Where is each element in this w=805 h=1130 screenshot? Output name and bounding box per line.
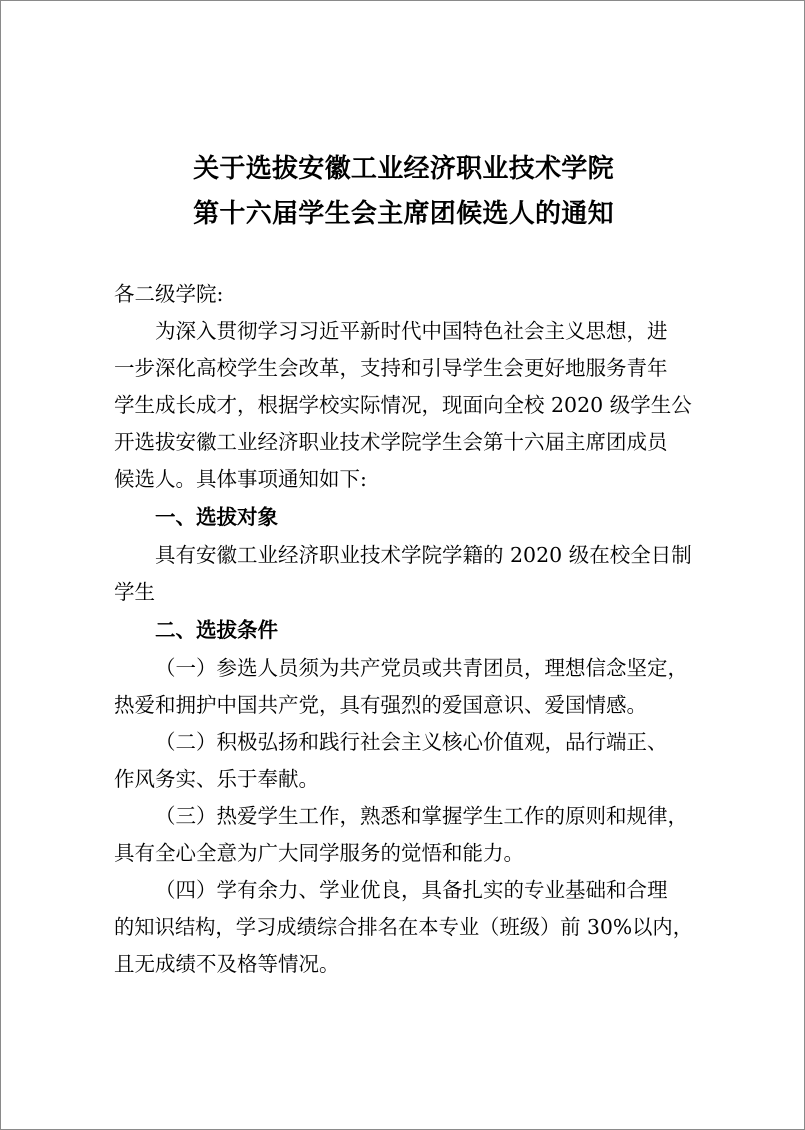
- condition-line-2: 热爱和拥护中国共产党，具有强烈的爱国意识、爱国情感。: [114, 693, 647, 717]
- condition-line-4: 作风务实、乐于奉献。: [114, 767, 319, 791]
- condition-line-3: （二）积极弘扬和践行社会主义核心价值观，品行端正、: [155, 730, 668, 754]
- document-title-line-2: 第十六届学生会主席团候选人的通知: [193, 199, 614, 229]
- intro-line-2: 一步深化高校学生会改革，支持和引导学生会更好地服务青年: [114, 356, 668, 380]
- intro-line-1: 为深入贯彻学习习近平新时代中国特色社会主义思想，进: [155, 319, 668, 343]
- condition-line-6: 具有全心全意为广大同学服务的觉悟和能力。: [114, 841, 524, 865]
- intro-line-4: 开选拔安徽工业经济职业技术学院学生会第十六届主席团成员: [114, 430, 668, 454]
- condition-line-8: 的知识结构，学习成绩综合排名在本专业（班级）前 30%以内，: [114, 915, 693, 939]
- condition-line-9: 且无成绩不及格等情况。: [114, 952, 340, 976]
- salutation: 各二级学院:: [114, 282, 224, 306]
- document-title-line-1: 关于选拔安徽工业经济职业技术学院: [193, 154, 614, 184]
- condition-line-1: （一）参选人员须为共产党员或共青团员，理想信念坚定，: [155, 656, 688, 680]
- intro-line-3: 学生成长成才，根据学校实际情况，现面向全校 2020 级学生公: [114, 393, 692, 417]
- section1-line-2: 学生: [114, 580, 155, 604]
- section-heading-1: 一、选拔对象: [155, 505, 278, 529]
- section-heading-2: 二、选拔条件: [155, 618, 278, 642]
- section1-line-1: 具有安徽工业经济职业技术学院学籍的 2020 级在校全日制: [155, 543, 692, 567]
- intro-line-5: 候选人。具体事项通知如下:: [114, 467, 367, 491]
- condition-line-5: （三）热爱学生工作，熟悉和掌握学生工作的原则和规律，: [155, 804, 688, 828]
- condition-line-7: （四）学有余力、学业优良，具备扎实的专业基础和合理: [155, 878, 668, 902]
